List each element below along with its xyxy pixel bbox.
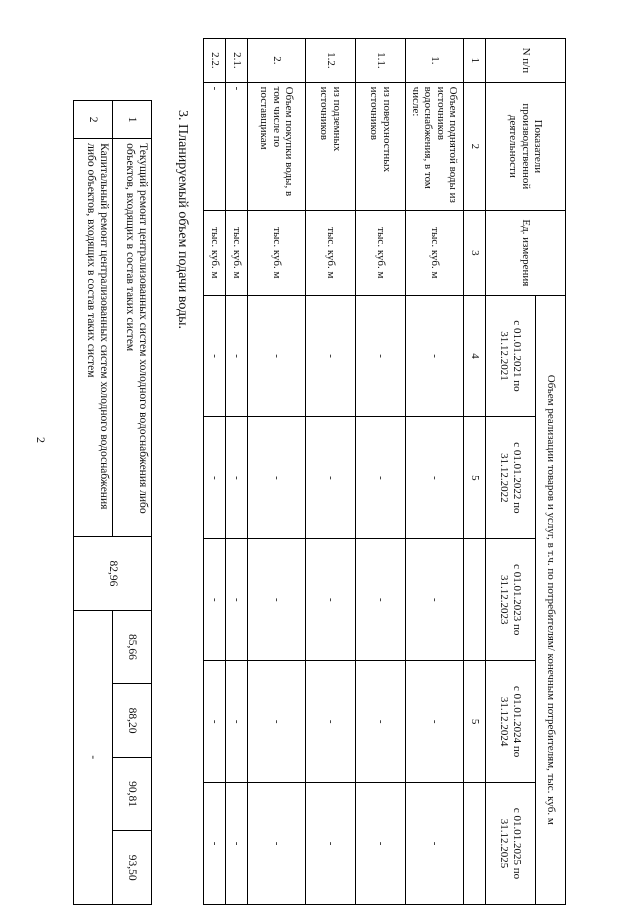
value-cell: 85,66 bbox=[113, 610, 152, 684]
row-value: - bbox=[204, 417, 226, 539]
row-value: - bbox=[356, 539, 406, 661]
row-indicator: из подземных источников bbox=[306, 82, 356, 210]
row-value: - bbox=[248, 539, 306, 661]
table-row bbox=[356, 39, 406, 905]
index-cell: 1 bbox=[464, 39, 486, 83]
header-volume: Объем реализации товаров и услуг, в т.ч. по потребителям/ конечным потребителям, тыс. куб. м bbox=[536, 295, 566, 904]
row-value: - bbox=[226, 295, 248, 417]
repair-table bbox=[73, 100, 152, 905]
row-value: - bbox=[226, 783, 248, 905]
row-value: - bbox=[356, 661, 406, 783]
row-value: - bbox=[204, 295, 226, 417]
row-unit: тыс. куб. м bbox=[356, 211, 406, 296]
row-value: - bbox=[306, 417, 356, 539]
page-number: 2 bbox=[34, 437, 48, 443]
row-value: - bbox=[204, 539, 226, 661]
row-value: - bbox=[306, 539, 356, 661]
value-cell: 88,20 bbox=[113, 684, 152, 758]
row-value: - bbox=[204, 783, 226, 905]
row-value: - bbox=[356, 417, 406, 539]
row-value: - bbox=[306, 295, 356, 417]
row-value: - bbox=[248, 417, 306, 539]
section-title: 3. Планируемый объем подачи воды. bbox=[175, 110, 190, 330]
row-number: 1.1. bbox=[356, 39, 406, 83]
row-value: - bbox=[406, 417, 464, 539]
merged-value-cell: - bbox=[74, 610, 113, 904]
header-year: с 01.01.2022 по 31.12.2022 bbox=[486, 417, 536, 539]
index-cell bbox=[464, 783, 486, 905]
row-unit: тыс. куб. м bbox=[226, 211, 248, 296]
header-num: N п/п bbox=[486, 39, 566, 83]
table-row bbox=[226, 39, 248, 905]
table-row bbox=[248, 39, 306, 905]
index-cell: 2 bbox=[464, 82, 486, 210]
row-number: 2.1. bbox=[226, 39, 248, 83]
index-cell bbox=[464, 539, 486, 661]
header-year: с 01.01.2021 по 31.12.2021 bbox=[486, 295, 536, 417]
water-supply-table bbox=[203, 38, 566, 905]
row-value: - bbox=[248, 295, 306, 417]
row-description: Текущий ремонт централизованных систем холодного водоснабжения либо объектов, входящих в состав таких систем bbox=[113, 139, 152, 537]
row-value: - bbox=[356, 783, 406, 905]
row-number: 2.2. bbox=[204, 39, 226, 83]
row-number: 1 bbox=[113, 101, 152, 139]
index-cell: 3 bbox=[464, 211, 486, 296]
row-value: - bbox=[226, 661, 248, 783]
table-row bbox=[406, 39, 464, 905]
row-value: - bbox=[306, 661, 356, 783]
header-indicator: Показатели производственной деятельности bbox=[486, 82, 566, 210]
table-row bbox=[74, 101, 113, 905]
header-year: с 01.01.2025 по 31.12.2025 bbox=[486, 783, 536, 905]
row-description: Капитальный ремонт централизованных систем холодного водоснабжения либо объектов, входящих в состав таких систем bbox=[74, 139, 113, 537]
row-value: - bbox=[406, 295, 464, 417]
row-indicator: - bbox=[204, 82, 226, 210]
row-value: - bbox=[248, 783, 306, 905]
index-cell: 5 bbox=[464, 661, 486, 783]
row-unit: тыс. куб. м bbox=[406, 211, 464, 296]
row-number: 1. bbox=[406, 39, 464, 83]
index-cell: 5 bbox=[464, 417, 486, 539]
header-year: с 01.01.2024 по 31.12.2024 bbox=[486, 661, 536, 783]
row-value: - bbox=[356, 295, 406, 417]
row-number: 1.2. bbox=[306, 39, 356, 83]
table-row bbox=[204, 39, 226, 905]
row-indicator: - bbox=[226, 82, 248, 210]
row-unit: тыс. куб. м bbox=[306, 211, 356, 296]
value-cell: 82,96 bbox=[74, 537, 152, 611]
row-indicator: Объем покупки воды, в том числе по поставщикам bbox=[248, 82, 306, 210]
value-cell: 90,81 bbox=[113, 757, 152, 831]
table-row bbox=[113, 101, 152, 905]
header-row bbox=[536, 39, 566, 905]
value-cell: 93,50 bbox=[113, 831, 152, 905]
header-year: с 01.01.2023 по 31.12.2023 bbox=[486, 539, 536, 661]
row-value: - bbox=[204, 661, 226, 783]
row-value: - bbox=[248, 661, 306, 783]
index-cell: 4 bbox=[464, 295, 486, 417]
table-row bbox=[306, 39, 356, 905]
index-row bbox=[464, 39, 486, 905]
row-value: - bbox=[306, 783, 356, 905]
row-value: - bbox=[406, 783, 464, 905]
row-indicator: Объем поднятой воды из источников водоснабжения, в том числе: bbox=[406, 82, 464, 210]
row-number: 2 bbox=[74, 101, 113, 139]
row-value: - bbox=[226, 539, 248, 661]
row-value: - bbox=[406, 539, 464, 661]
header-unit: Ед. измерения bbox=[486, 211, 566, 296]
row-unit: тыс. куб. м bbox=[204, 211, 226, 296]
row-number: 2. bbox=[248, 39, 306, 83]
row-unit: тыс. куб. м bbox=[248, 211, 306, 296]
row-value: - bbox=[226, 417, 248, 539]
row-value: - bbox=[406, 661, 464, 783]
row-indicator: из поверхностных источников bbox=[356, 82, 406, 210]
